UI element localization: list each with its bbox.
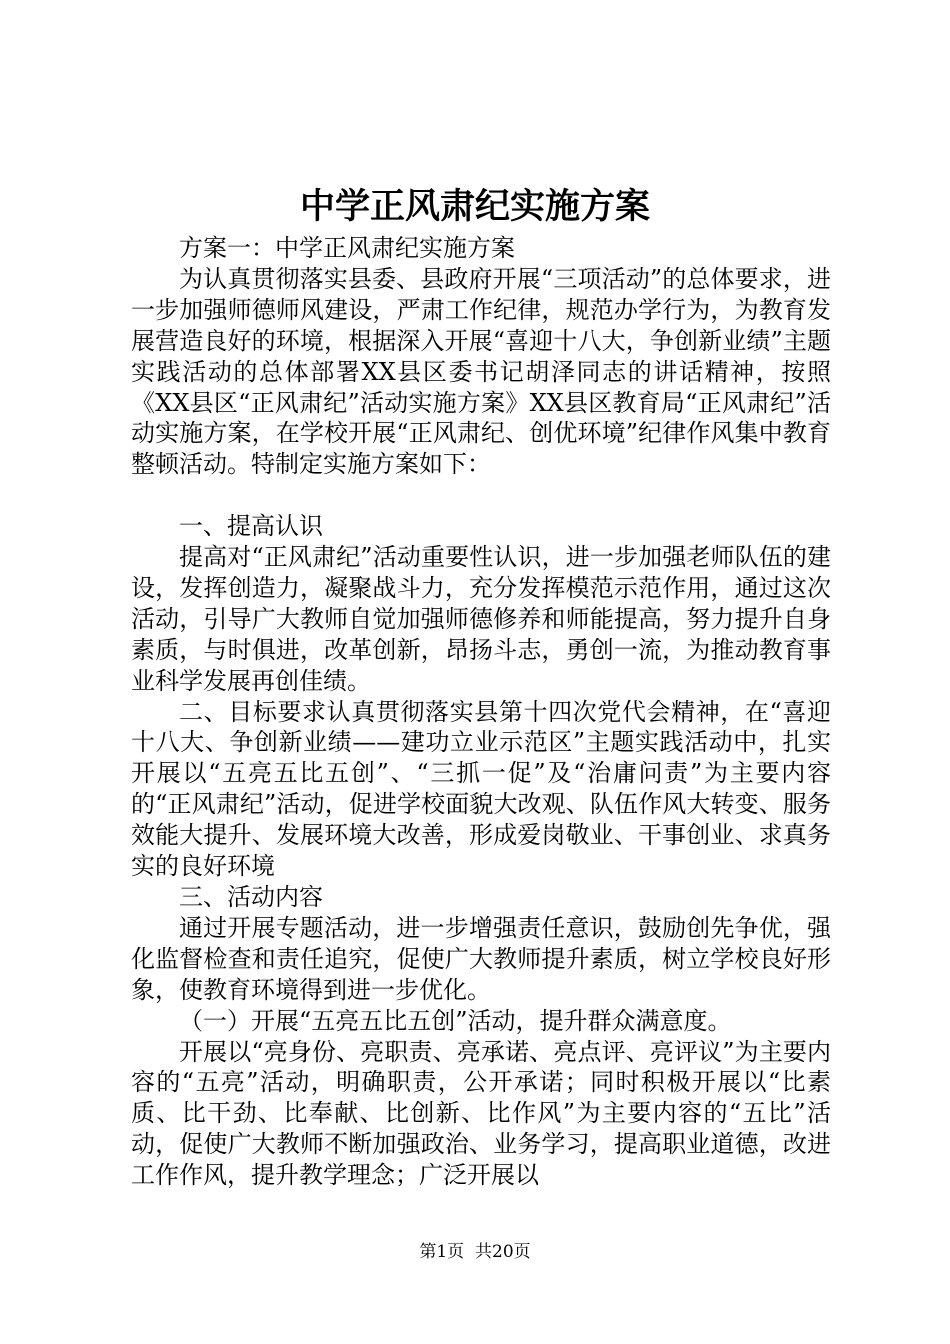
section-heading-3: 三、活动内容	[179, 883, 323, 912]
paragraph-section-2: 二、目标要求认真贯彻落实县第十四次党代会精神，在“喜迎十八大、争创新业绩——建功立业示范区”主题实践活动中，扎实开展以“五亮五比五创”、“三抓一促”及“治庸问责”为主要内容的“正风肃纪”活动，促进学校面貌大改观、队伍作风大转变、服务效能大提升、发展环境大改善，形成爱岗敬业、干事创业、求真务实的良好环境	[131, 697, 831, 881]
paragraph-subsection-1: 开展以“亮身份、亮职责、亮承诺、亮点评、亮评议”为主要内容的“五亮”活动，明确职责，公开承诺；同时积极开展以“比素质、比干劲、比奉献、比创新、比作风”为主要内容的“五比”活动，促使广大教师不断加强政治、业务学习，提高职业道德，改进工作作风，提升教学理念；广泛开展以	[131, 1037, 831, 1190]
paragraph-plan-heading: 方案一：中学正风肃纪实施方案	[179, 234, 515, 262]
page-number: 第1页	[419, 1242, 465, 1262]
paragraph-section-3: 通过开展专题活动，进一步增强责任意识，鼓励创先争优，强化监督检查和责任追究，促使广大教师提升素质，树立学校良好形象，使教育环境得到进一步优化。	[131, 913, 831, 1004]
section-heading-1: 一、提高认识	[179, 512, 323, 541]
paragraph-intro: 为认真贯彻落实县委、县政府开展“三项活动”的总体要求，进一步加强师德师风建设，严肃工作纪律，规范办学行为，为教育发展营造良好的环境，根据深入开展“喜迎十八大，争创新业绩”主题实践活动的总体部署XX县区委书记胡泽同志的讲话精神，按照《XX县区“正风肃纪”活动实施方案》XX县区教育局“正风肃纪”活动实施方案，在学校开展“正风肃纪、创优环境”纪律作风集中教育整顿活动。特制定实施方案如下：	[131, 264, 831, 479]
document-body	[131, 233, 831, 1191]
page-total: 共20页	[475, 1242, 531, 1262]
document-title: 中学正风肃纪实施方案	[299, 186, 650, 227]
subsection-heading-1: （一）开展“五亮五比五创”活动，提升群众满意度。	[179, 1006, 732, 1035]
page-footer	[0, 1240, 950, 1264]
paragraph-section-1: 提高对“正风肃纪”活动重要性认识，进一步加强老师队伍的建设，发挥创造力，凝聚战斗力，充分发挥模范示范作用，通过这次活动，引导广大教师自觉加强师德修养和师能提高，努力提升自身素质，与时俱进，改革创新，昂扬斗志，勇创一流，为推动教育事业科学发展再创佳绩。	[131, 543, 831, 695]
